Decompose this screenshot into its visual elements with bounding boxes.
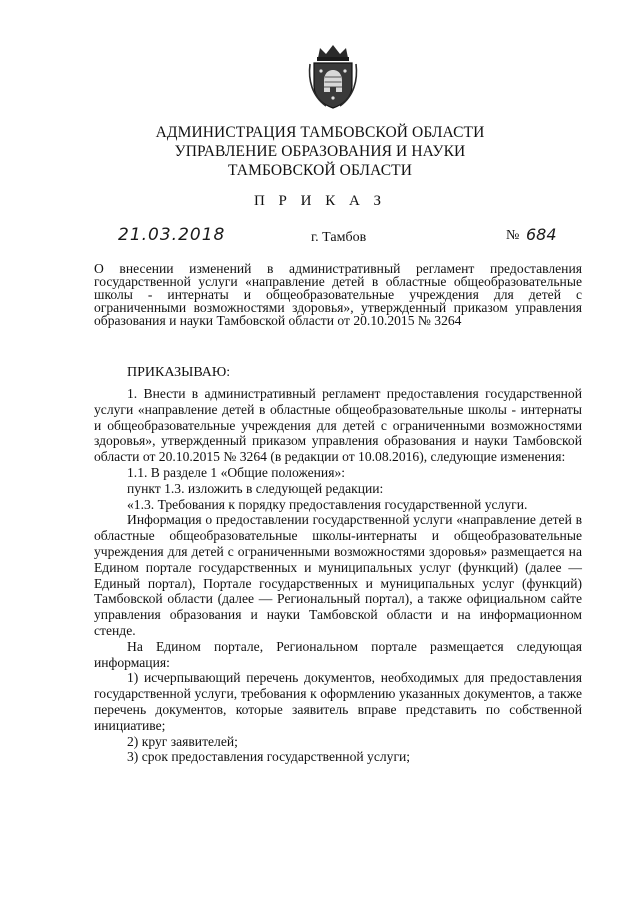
order-number: 684 bbox=[526, 225, 557, 244]
paragraph-information: Информация о предоставлении государственной услуги «направление детей в областные общеобразовательные школы-интернаты и общеобразовательные учреждения для детей с ограниченными возможностями здоровья» размещается на Едином портале государственных и муниципальных услуг (функций) (далее — Единый портал), Портале государственных и муниципальных услуг (функций) Тамбовской области (далее — Региональный портал), а также официальном сайте управления образования и науки Тамбовской области и на информационном стенде. bbox=[94, 512, 582, 638]
order-city: г. Тамбов bbox=[311, 230, 367, 245]
header-line-3: ТАМБОВСКОЙ ОБЛАСТИ bbox=[228, 162, 412, 179]
paragraph-item-1-1: 1.1. В разделе 1 «Общие положения»: bbox=[127, 464, 346, 480]
coat-of-arms-icon bbox=[306, 44, 360, 110]
paragraph-requirements: «1.3. Требования к порядку предоставления государственной услуги. bbox=[127, 496, 528, 512]
header-line-2: УПРАВЛЕНИЕ ОБРАЗОВАНИЯ И НАУКИ bbox=[174, 143, 466, 160]
order-subject: О внесении изменений в административный регламент предоставления государственной услуги «направление детей в областные общеобразовательные школы - интернаты и общеобразовательные учреждения для детей с ограниченными возможностями здоровья», утвержденный приказом управления образования и науки Тамбовской области от 20.10.2015 № 3264 bbox=[94, 261, 582, 328]
document-title: П Р И К А З bbox=[253, 193, 387, 209]
paragraph-portal-info: На Едином портале, Региональном портале размещается следующая информация: bbox=[94, 638, 582, 670]
list-item-documents: 1) исчерпывающий перечень документов, необходимых для предоставления государственной услуги, требования к оформлению указанных документов, а также перечень документов, которые заявитель вправе представить по собственной инициативе; bbox=[94, 670, 582, 733]
paragraph-item-1: 1. Внести в административный регламент предоставления государственной услуги «направление детей в областные общеобразовательные школы - интернаты и общеобразовательные учреждения для детей с ограниченными возможностями здоровья», утвержденный приказом управления образования и науки Тамбовской области от 20.10.2015 № 3264 (в редакции от 10.08.2016), следующие изменения: bbox=[94, 386, 582, 465]
order-number-prefix: № bbox=[506, 228, 520, 243]
list-item-applicants: 2) круг заявителей; bbox=[127, 733, 238, 749]
list-item-term: 3) срок предоставления государственной услуги; bbox=[127, 749, 411, 765]
paragraph-point-1-3: пункт 1.3. изложить в следующей редакции: bbox=[127, 480, 384, 496]
header-line-1: АДМИНИСТРАЦИЯ ТАМБОВСКОЙ ОБЛАСТИ bbox=[155, 124, 485, 141]
order-body bbox=[94, 386, 582, 765]
order-directive: ПРИКАЗЫВАЮ: bbox=[127, 365, 231, 380]
order-date: 21.03.2018 bbox=[118, 225, 226, 245]
